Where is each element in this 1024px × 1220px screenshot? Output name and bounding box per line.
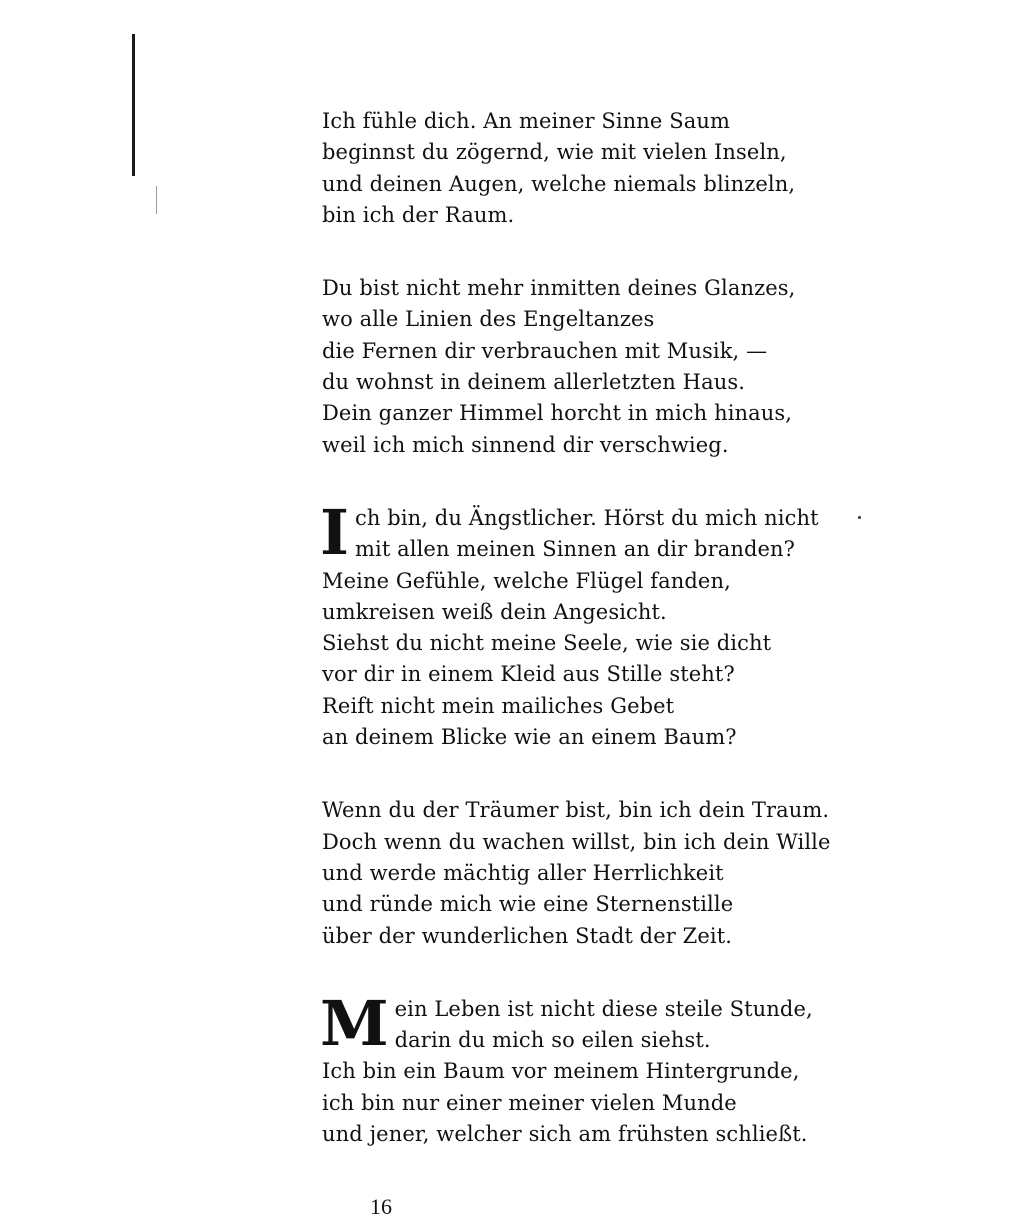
verse-line: vor dir in einem Kleid aus Stille steht? bbox=[322, 662, 735, 687]
verse-line: die Fernen dir verbrauchen mit Musik, — bbox=[322, 338, 768, 363]
verse-line: Du bist nicht mehr inmitten deines Glanzes, bbox=[322, 276, 796, 301]
verse-line: und jener, welcher sich am frühsten schließt. bbox=[322, 1122, 808, 1147]
drop-cap-initial: M bbox=[320, 986, 389, 1060]
verse-line: ein Leben ist nicht diese steile Stunde, bbox=[394, 996, 813, 1021]
verse-line: Wenn du der Träumer bist, bin ich dein Traum. bbox=[322, 798, 830, 823]
verse-line: beginnst du zögernd, wie mit vielen Inseln, bbox=[322, 140, 787, 165]
margin-rule bbox=[132, 34, 135, 176]
verse-line: und ründe mich wie eine Sternenstille bbox=[322, 892, 734, 917]
verse-line: an deinem Blicke wie an einem Baum? bbox=[322, 725, 737, 750]
verse-line: darin du mich so eilen siehst. bbox=[394, 1028, 711, 1053]
stanza-3 bbox=[320, 495, 822, 753]
stanza-2 bbox=[322, 273, 822, 461]
verse-line: wo alle Linien des Engeltanzes bbox=[322, 307, 655, 332]
verse-line: umkreisen weiß dein Angesicht. bbox=[322, 599, 667, 624]
stanza-1 bbox=[322, 106, 822, 231]
stanza-gap bbox=[322, 753, 822, 795]
verse-line: mit allen meinen Sinnen an dir branden? bbox=[355, 537, 796, 562]
verse-line: Ich bin ein Baum vor meinem Hintergrunde, bbox=[322, 1059, 800, 1084]
verse-line: du wohnst in deinem allerletzten Haus. bbox=[322, 370, 745, 395]
stanza-gap bbox=[322, 231, 822, 273]
stanza-4 bbox=[322, 795, 831, 951]
verse-line: und werde mächtig aller Herrlichkeit bbox=[322, 860, 724, 885]
verse-line: über der wunderlichen Stadt der Zeit. bbox=[322, 923, 733, 948]
margin-tick bbox=[156, 186, 157, 214]
verse-line: Ich fühle dich. An meiner Sinne Saum bbox=[322, 109, 730, 133]
verse-line: Reift nicht mein mailiches Gebet bbox=[322, 693, 675, 718]
verse-line: bin ich der Raum. bbox=[322, 202, 515, 227]
verse-line: weil ich mich sinnend dir verschwieg. bbox=[322, 432, 729, 457]
stanza-5 bbox=[320, 986, 822, 1150]
stanza-gap bbox=[322, 461, 822, 503]
print-speck bbox=[858, 516, 861, 519]
verse-line: Doch wenn du wachen willst, bin ich dein Wille bbox=[322, 829, 831, 854]
poem-body bbox=[320, 106, 831, 1150]
verse-line: Meine Gefühle, welche Flügel fanden, bbox=[322, 568, 731, 593]
stanza-gap bbox=[322, 952, 822, 994]
verse-line: ich bin nur einer meiner vielen Munde bbox=[322, 1090, 737, 1115]
verse-line: Dein ganzer Himmel horcht in mich hinaus, bbox=[322, 401, 793, 426]
drop-cap-initial: I bbox=[320, 495, 350, 569]
page-number: 16 bbox=[370, 1194, 392, 1219]
verse-line: ch bin, du Ängstlicher. Hörst du mich nicht bbox=[355, 505, 819, 530]
verse-line: und deinen Augen, welche niemals blinzeln, bbox=[322, 171, 796, 196]
verse-line: Siehst du nicht meine Seele, wie sie dicht bbox=[322, 631, 772, 656]
